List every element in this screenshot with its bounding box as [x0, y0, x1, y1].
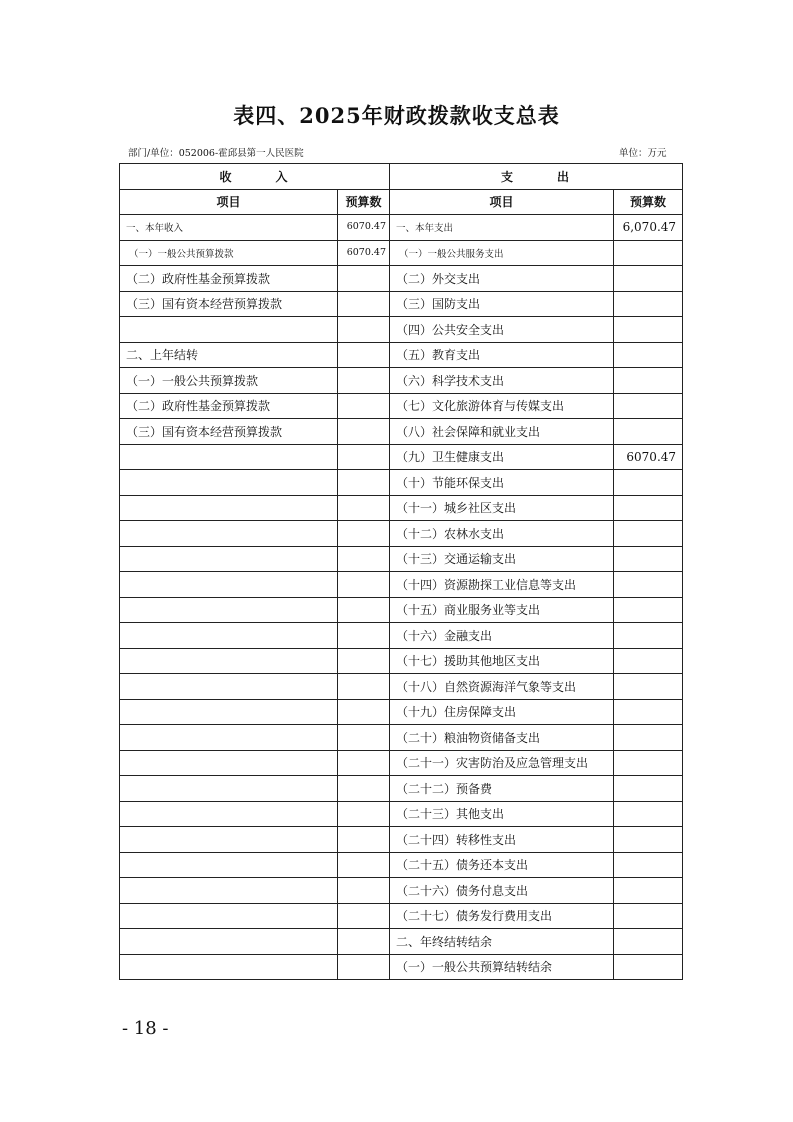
expense-item: （八）社会保障和就业支出 [390, 419, 614, 445]
expense-item: （四）公共安全支出 [390, 317, 614, 343]
income-item [120, 801, 338, 827]
expense-budget [614, 648, 683, 674]
income-item [120, 470, 338, 496]
expense-item: （十）节能环保支出 [390, 470, 614, 496]
expense-budget [614, 878, 683, 904]
income-budget [338, 674, 390, 700]
budget-table [119, 163, 683, 980]
expense-budget: 6,070.47 [614, 215, 683, 241]
table-row [120, 827, 683, 853]
income-item [120, 317, 338, 343]
table-row [120, 266, 683, 292]
expense-item: （十八）自然资源海洋气象等支出 [390, 674, 614, 700]
page-title: 表四、2025年财政拨款收支总表 [233, 103, 560, 128]
income-item [120, 572, 338, 598]
income-item-header: 项目 [120, 189, 338, 215]
income-item [120, 623, 338, 649]
expense-budget [614, 495, 683, 521]
expense-budget: 6070.47 [614, 444, 683, 470]
table-row [120, 725, 683, 751]
expense-budget [614, 393, 683, 419]
table-row [120, 342, 683, 368]
table-row [120, 699, 683, 725]
income-item: （二）政府性基金预算拨款 [120, 393, 338, 419]
income-budget [338, 444, 390, 470]
expense-item: （十七）援助其他地区支出 [390, 648, 614, 674]
income-budget [338, 852, 390, 878]
expense-budget [614, 546, 683, 572]
table-row [120, 546, 683, 572]
table-row [120, 444, 683, 470]
expense-item: （二十一）灾害防治及应急管理支出 [390, 750, 614, 776]
expense-budget [614, 342, 683, 368]
expense-item: 一、本年支出 [390, 215, 614, 241]
expense-item: （二）外交支出 [390, 266, 614, 292]
income-item [120, 725, 338, 751]
income-budget [338, 470, 390, 496]
expense-budget [614, 521, 683, 547]
expense-item: （七）文化旅游体育与传媒支出 [390, 393, 614, 419]
table-row [120, 878, 683, 904]
expense-budget [614, 929, 683, 955]
table-row [120, 393, 683, 419]
table-row [120, 750, 683, 776]
income-item: 二、上年结转 [120, 342, 338, 368]
income-item [120, 444, 338, 470]
expense-item: （一）一般公共预算结转结余 [390, 954, 614, 980]
table-row [120, 419, 683, 445]
income-budget [338, 317, 390, 343]
expense-budget [614, 266, 683, 292]
expense-item: （十二）农林水支出 [390, 521, 614, 547]
expense-item: （二十二）预备费 [390, 776, 614, 802]
income-budget [338, 827, 390, 853]
income-budget [338, 572, 390, 598]
income-item [120, 776, 338, 802]
income-item [120, 495, 338, 521]
expense-budget [614, 750, 683, 776]
expense-item: （十九）住房保障支出 [390, 699, 614, 725]
income-item [120, 929, 338, 955]
income-item: （三）国有资本经营预算拨款 [120, 291, 338, 317]
table-row [120, 215, 683, 241]
income-budget [338, 368, 390, 394]
income-item: （二）政府性基金预算拨款 [120, 266, 338, 292]
expense-item: （二十）粮油物资储备支出 [390, 725, 614, 751]
expense-budget [614, 240, 683, 266]
table-row [120, 368, 683, 394]
expense-item: （十三）交通运输支出 [390, 546, 614, 572]
expense-budget-header: 预算数 [614, 189, 683, 215]
expense-budget [614, 419, 683, 445]
income-budget [338, 648, 390, 674]
expense-budget [614, 623, 683, 649]
expense-item: （二十五）债务还本支出 [390, 852, 614, 878]
expense-item: （二十四）转移性支出 [390, 827, 614, 853]
expense-item: 二、年终结转结余 [390, 929, 614, 955]
income-header: 收 入 [120, 164, 390, 190]
income-budget [338, 801, 390, 827]
income-item: （三）国有资本经营预算拨款 [120, 419, 338, 445]
income-budget [338, 699, 390, 725]
income-budget [338, 291, 390, 317]
income-budget [338, 750, 390, 776]
income-budget: 6070.47 [338, 240, 390, 266]
expense-budget [614, 801, 683, 827]
income-item [120, 546, 338, 572]
income-item [120, 954, 338, 980]
table-row [120, 470, 683, 496]
income-budget-header: 预算数 [338, 189, 390, 215]
table-subheader-row [120, 189, 683, 215]
income-budget: 6070.47 [338, 215, 390, 241]
expense-budget [614, 368, 683, 394]
expense-budget [614, 852, 683, 878]
table-row [120, 929, 683, 955]
income-item [120, 903, 338, 929]
expense-budget [614, 597, 683, 623]
expense-item: （三）国防支出 [390, 291, 614, 317]
income-budget [338, 546, 390, 572]
expense-item: （一）一般公共服务支出 [390, 240, 614, 266]
income-item [120, 750, 338, 776]
expense-budget [614, 291, 683, 317]
income-budget [338, 495, 390, 521]
table-row [120, 623, 683, 649]
expense-item: （六）科学技术支出 [390, 368, 614, 394]
table-header-row [120, 164, 683, 190]
expense-budget [614, 572, 683, 598]
department-label: 部门/单位：052006-霍邱县第一人民医院 [128, 148, 304, 159]
expense-budget [614, 954, 683, 980]
income-item: 一、本年收入 [120, 215, 338, 241]
expense-item: （十五）商业服务业等支出 [390, 597, 614, 623]
income-item [120, 852, 338, 878]
table-row [120, 903, 683, 929]
income-budget [338, 776, 390, 802]
page-number: - 18 - [122, 1018, 169, 1039]
expense-budget [614, 674, 683, 700]
income-budget [338, 266, 390, 292]
table-row [120, 495, 683, 521]
income-budget [338, 903, 390, 929]
expense-item-header: 项目 [390, 189, 614, 215]
table-row [120, 521, 683, 547]
table-row [120, 852, 683, 878]
income-budget [338, 929, 390, 955]
expense-item: （九）卫生健康支出 [390, 444, 614, 470]
income-item [120, 597, 338, 623]
expense-budget [614, 725, 683, 751]
expense-item: （二十六）债务付息支出 [390, 878, 614, 904]
income-budget [338, 342, 390, 368]
income-item [120, 699, 338, 725]
table-row [120, 776, 683, 802]
expense-header: 支 出 [390, 164, 683, 190]
income-item [120, 827, 338, 853]
budget-table-body [120, 164, 683, 980]
table-row [120, 801, 683, 827]
table-row [120, 674, 683, 700]
expense-item: （二十三）其他支出 [390, 801, 614, 827]
income-item [120, 674, 338, 700]
table-row [120, 597, 683, 623]
income-item [120, 878, 338, 904]
income-budget [338, 393, 390, 419]
expense-budget [614, 903, 683, 929]
expense-item: （五）教育支出 [390, 342, 614, 368]
income-item: （一）一般公共预算拨款 [120, 368, 338, 394]
expense-budget [614, 317, 683, 343]
table-row [120, 317, 683, 343]
expense-budget [614, 699, 683, 725]
income-budget [338, 419, 390, 445]
table-row [120, 954, 683, 980]
income-item [120, 521, 338, 547]
income-budget [338, 725, 390, 751]
income-budget [338, 623, 390, 649]
income-item [120, 648, 338, 674]
income-budget [338, 597, 390, 623]
table-row [120, 648, 683, 674]
expense-budget [614, 776, 683, 802]
expense-budget [614, 470, 683, 496]
expense-item: （十四）资源勘探工业信息等支出 [390, 572, 614, 598]
unit-label: 单位：万元 [619, 148, 667, 159]
table-row [120, 572, 683, 598]
table-row [120, 240, 683, 266]
expense-item: （二十七）债务发行费用支出 [390, 903, 614, 929]
table-row [120, 291, 683, 317]
expense-item: （十六）金融支出 [390, 623, 614, 649]
income-item: （一）一般公共预算拨款 [120, 240, 338, 266]
expense-budget [614, 827, 683, 853]
expense-item: （十一）城乡社区支出 [390, 495, 614, 521]
income-budget [338, 521, 390, 547]
income-budget [338, 954, 390, 980]
income-budget [338, 878, 390, 904]
